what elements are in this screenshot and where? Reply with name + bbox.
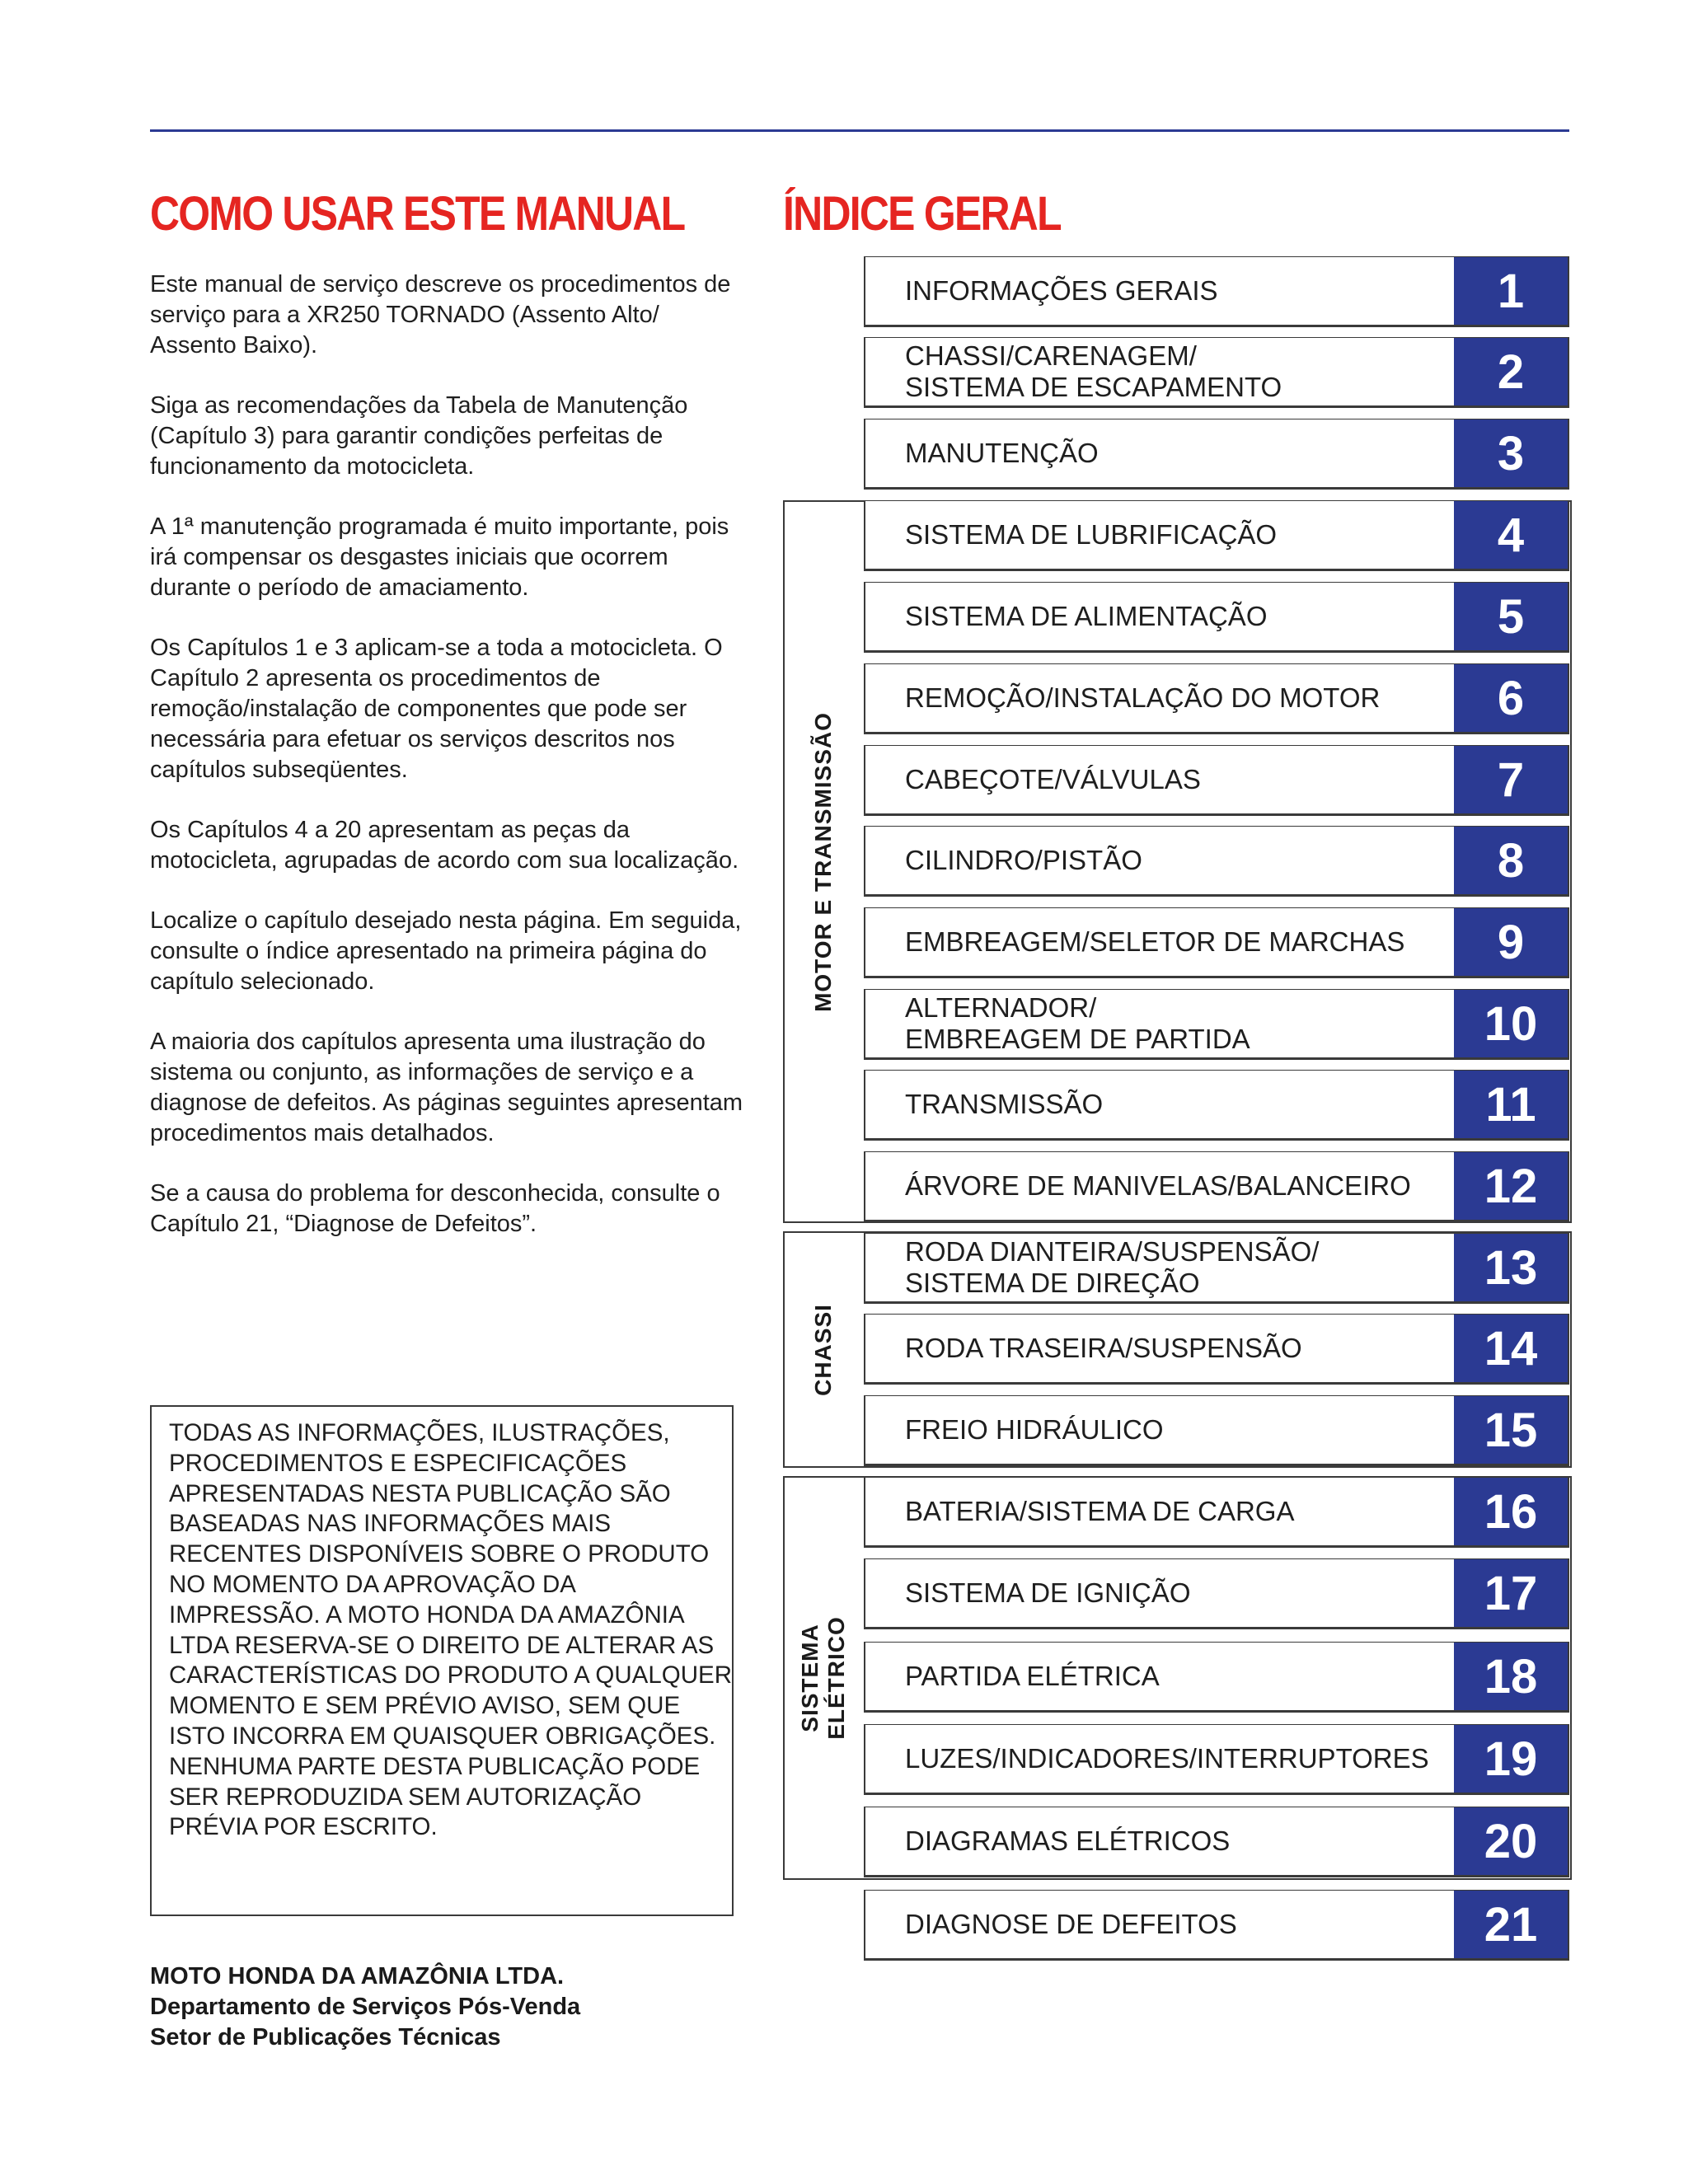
- chapter-number-tab: 3: [1454, 419, 1568, 487]
- chapter-row[interactable]: [864, 1151, 1569, 1222]
- chapter-label: RODA TRASEIRA/SUSPENSÃO: [905, 1333, 1302, 1363]
- chapter-number-tab: 15: [1454, 1396, 1568, 1464]
- chapter-number-tab: 17: [1454, 1559, 1568, 1627]
- intro-paragraph: Siga as recomendações da Tabela de Manutenção (Capítulo 3) para garantir condições perfeitas de funcionamento da motocicleta.: [150, 392, 688, 480]
- intro-paragraph: Se a causa do problema for desconhecida, consulte o Capítulo 21, “Diagnose de Defeitos”.: [150, 1180, 720, 1237]
- group-label-electrical: [783, 1476, 864, 1880]
- legal-notice-box: [150, 1405, 734, 1916]
- group-label-chassis: [783, 1231, 864, 1468]
- chapter-label: FREIO HIDRÁULICO: [905, 1414, 1164, 1445]
- chapter-label: REMOÇÃO/INSTALAÇÃO DO MOTOR: [905, 682, 1381, 713]
- group-label-text: CHASSI: [810, 1303, 837, 1396]
- chapter-row[interactable]: [864, 745, 1569, 816]
- chapter-row[interactable]: [864, 1395, 1569, 1466]
- intro-text: [150, 269, 743, 1269]
- chapter-row[interactable]: [864, 1807, 1569, 1877]
- chapter-row[interactable]: [864, 1890, 1569, 1961]
- chapter-label: RODA DIANTEIRA/SUSPENSÃO/ SISTEMA DE DIREÇÃO: [905, 1236, 1320, 1298]
- chapter-row[interactable]: [864, 337, 1569, 408]
- publisher-line: MOTO HONDA DA AMAZÔNIA LTDA.: [150, 1963, 565, 1990]
- chapter-number-tab: 11: [1454, 1071, 1568, 1138]
- general-index-title: ÍNDICE GERAL: [783, 187, 1061, 241]
- publisher-line: Setor de Publicações Técnicas: [150, 2024, 501, 2050]
- chapter-number-tab: 9: [1454, 908, 1568, 976]
- chapter-label: SISTEMA DE ALIMENTAÇÃO: [905, 601, 1268, 631]
- intro-paragraph: Os Capítulos 1 e 3 aplicam-se a toda a motocicleta. O Capítulo 2 apresenta os procedimentos de remoção/instalação de componentes que pode ser necessária para efetuar os serviços descritos nos capítulos subseqüentes.: [150, 635, 723, 783]
- intro-paragraph: A maioria dos capítulos apresenta uma ilustração do sistema ou conjunto, as informações de serviço e a diagnose de defeitos. As páginas seguintes apresentam procedimentos mais detalhados.: [150, 1029, 743, 1146]
- chapter-label: SISTEMA DE IGNIÇÃO: [905, 1577, 1191, 1608]
- intro-paragraph: Localize o capítulo desejado nesta página. Em seguida, consulte o índice apresentado na primeira página do capítulo selecionado.: [150, 907, 742, 995]
- chapter-number-tab: 20: [1454, 1807, 1568, 1875]
- intro-paragraph: Este manual de serviço descreve os procedimentos de serviço para a XR250 TORNADO (Assento Alto/ Assento Baixo).: [150, 271, 731, 359]
- chapter-number-tab: 12: [1454, 1152, 1568, 1220]
- chapter-row[interactable]: [864, 419, 1569, 490]
- chapter-label: PARTIDA ELÉTRICA: [905, 1661, 1160, 1691]
- chapter-row[interactable]: [864, 826, 1569, 897]
- chapter-number-tab: 14: [1454, 1315, 1568, 1382]
- chapter-label: CILINDRO/PISTÃO: [905, 845, 1142, 875]
- chapter-label: LUZES/INDICADORES/INTERRUPTORES: [905, 1743, 1429, 1774]
- chapter-row[interactable]: [864, 1724, 1569, 1795]
- how-to-use-title: COMO USAR ESTE MANUAL: [150, 187, 685, 241]
- chapter-row[interactable]: [864, 989, 1569, 1060]
- publisher-block: [150, 1961, 580, 2053]
- chapter-row[interactable]: [864, 663, 1569, 734]
- chapter-row[interactable]: [864, 1070, 1569, 1141]
- chapter-number-tab: 4: [1454, 501, 1568, 569]
- chapter-label: DIAGNOSE DE DEFEITOS: [905, 1909, 1237, 1939]
- chapter-label: TRANSMISSÃO: [905, 1089, 1104, 1119]
- group-label-engine: [783, 500, 864, 1223]
- chapter-row[interactable]: [864, 907, 1569, 978]
- chapter-number-tab: 2: [1454, 338, 1568, 405]
- chapter-label: EMBREAGEM/SELETOR DE MARCHAS: [905, 926, 1405, 957]
- group-label-text: MOTOR E TRANSMISSÃO: [810, 711, 836, 1012]
- chapter-label: CABEÇOTE/VÁLVULAS: [905, 764, 1201, 794]
- chapter-number-tab: 16: [1454, 1478, 1568, 1545]
- chapter-number-tab: 1: [1454, 257, 1568, 325]
- chapter-label: ÁRVORE DE MANIVELAS/BALANCEIRO: [905, 1170, 1411, 1201]
- chapter-row[interactable]: [864, 1314, 1569, 1385]
- chapter-label: BATERIA/SISTEMA DE CARGA: [905, 1496, 1295, 1526]
- legal-notice-text: TODAS AS INFORMAÇÕES, ILUSTRAÇÕES, PROCEDIMENTOS E ESPECIFICAÇÕES APRESENTADAS NESTA PUBLICAÇÃO SÃO BASEADAS NAS INFORMAÇÕES MAIS RECENTES DISPONÍVEIS SOBRE O PRODUTO NO MOMENTO DA APROVAÇÃO DA IMPRESSÃO. A MOTO HONDA DA AMAZÔNIA LTDA RESERVA-SE O DIREITO DE ALTERAR AS CARACTERÍSTICAS DO PRODUTO A QUALQUER MOMENTO E SEM PRÉVIO AVISO, SEM QUE ISTO INCORRA EM QUAISQUER OBRIGAÇÕES. NENHUMA PARTE DESTA PUBLICAÇÃO PODE SER REPRODUZIDA SEM AUTORIZAÇÃO PRÉVIA POR ESCRITO.: [169, 1419, 732, 1841]
- chapter-label: SISTEMA DE LUBRIFICAÇÃO: [905, 519, 1278, 550]
- publisher-line: Departamento de Serviços Pós-Venda: [150, 1994, 581, 2020]
- chapter-number-tab: 19: [1454, 1725, 1568, 1793]
- chapter-number-tab: 13: [1454, 1234, 1568, 1301]
- chapter-number-tab: 8: [1454, 827, 1568, 894]
- group-label-text: SISTEMA ELÉTRICO: [797, 1616, 849, 1740]
- chapter-number-tab: 10: [1454, 990, 1568, 1057]
- top-divider: [150, 129, 1569, 132]
- chapter-row[interactable]: [864, 256, 1569, 327]
- chapter-number-tab: 18: [1454, 1643, 1568, 1710]
- chapter-row[interactable]: [864, 1477, 1569, 1548]
- chapter-label: CHASSI/CARENAGEM/ SISTEMA DE ESCAPAMENTO: [905, 340, 1282, 402]
- chapter-row[interactable]: [864, 1642, 1569, 1713]
- chapter-number-tab: 6: [1454, 664, 1568, 732]
- chapter-number-tab: 5: [1454, 583, 1568, 650]
- intro-paragraph: A 1ª manutenção programada é muito importante, pois irá compensar os desgastes iniciais que ocorrem durante o período de amaciamento.: [150, 513, 729, 601]
- chapter-number-tab: 21: [1454, 1891, 1568, 1958]
- intro-paragraph: Os Capítulos 4 a 20 apresentam as peças da motocicleta, agrupadas de acordo com sua localização.: [150, 817, 739, 874]
- chapter-row[interactable]: [864, 500, 1569, 571]
- chapter-label: MANUTENÇÃO: [905, 438, 1099, 468]
- chapter-row[interactable]: [864, 1558, 1569, 1629]
- chapter-row[interactable]: [864, 582, 1569, 653]
- chapter-number-tab: 7: [1454, 746, 1568, 813]
- chapter-label: DIAGRAMAS ELÉTRICOS: [905, 1825, 1231, 1856]
- chapter-label: INFORMAÇÕES GERAIS: [905, 275, 1218, 306]
- chapter-label: ALTERNADOR/ EMBREAGEM DE PARTIDA: [905, 992, 1250, 1054]
- chapter-row[interactable]: [864, 1233, 1569, 1304]
